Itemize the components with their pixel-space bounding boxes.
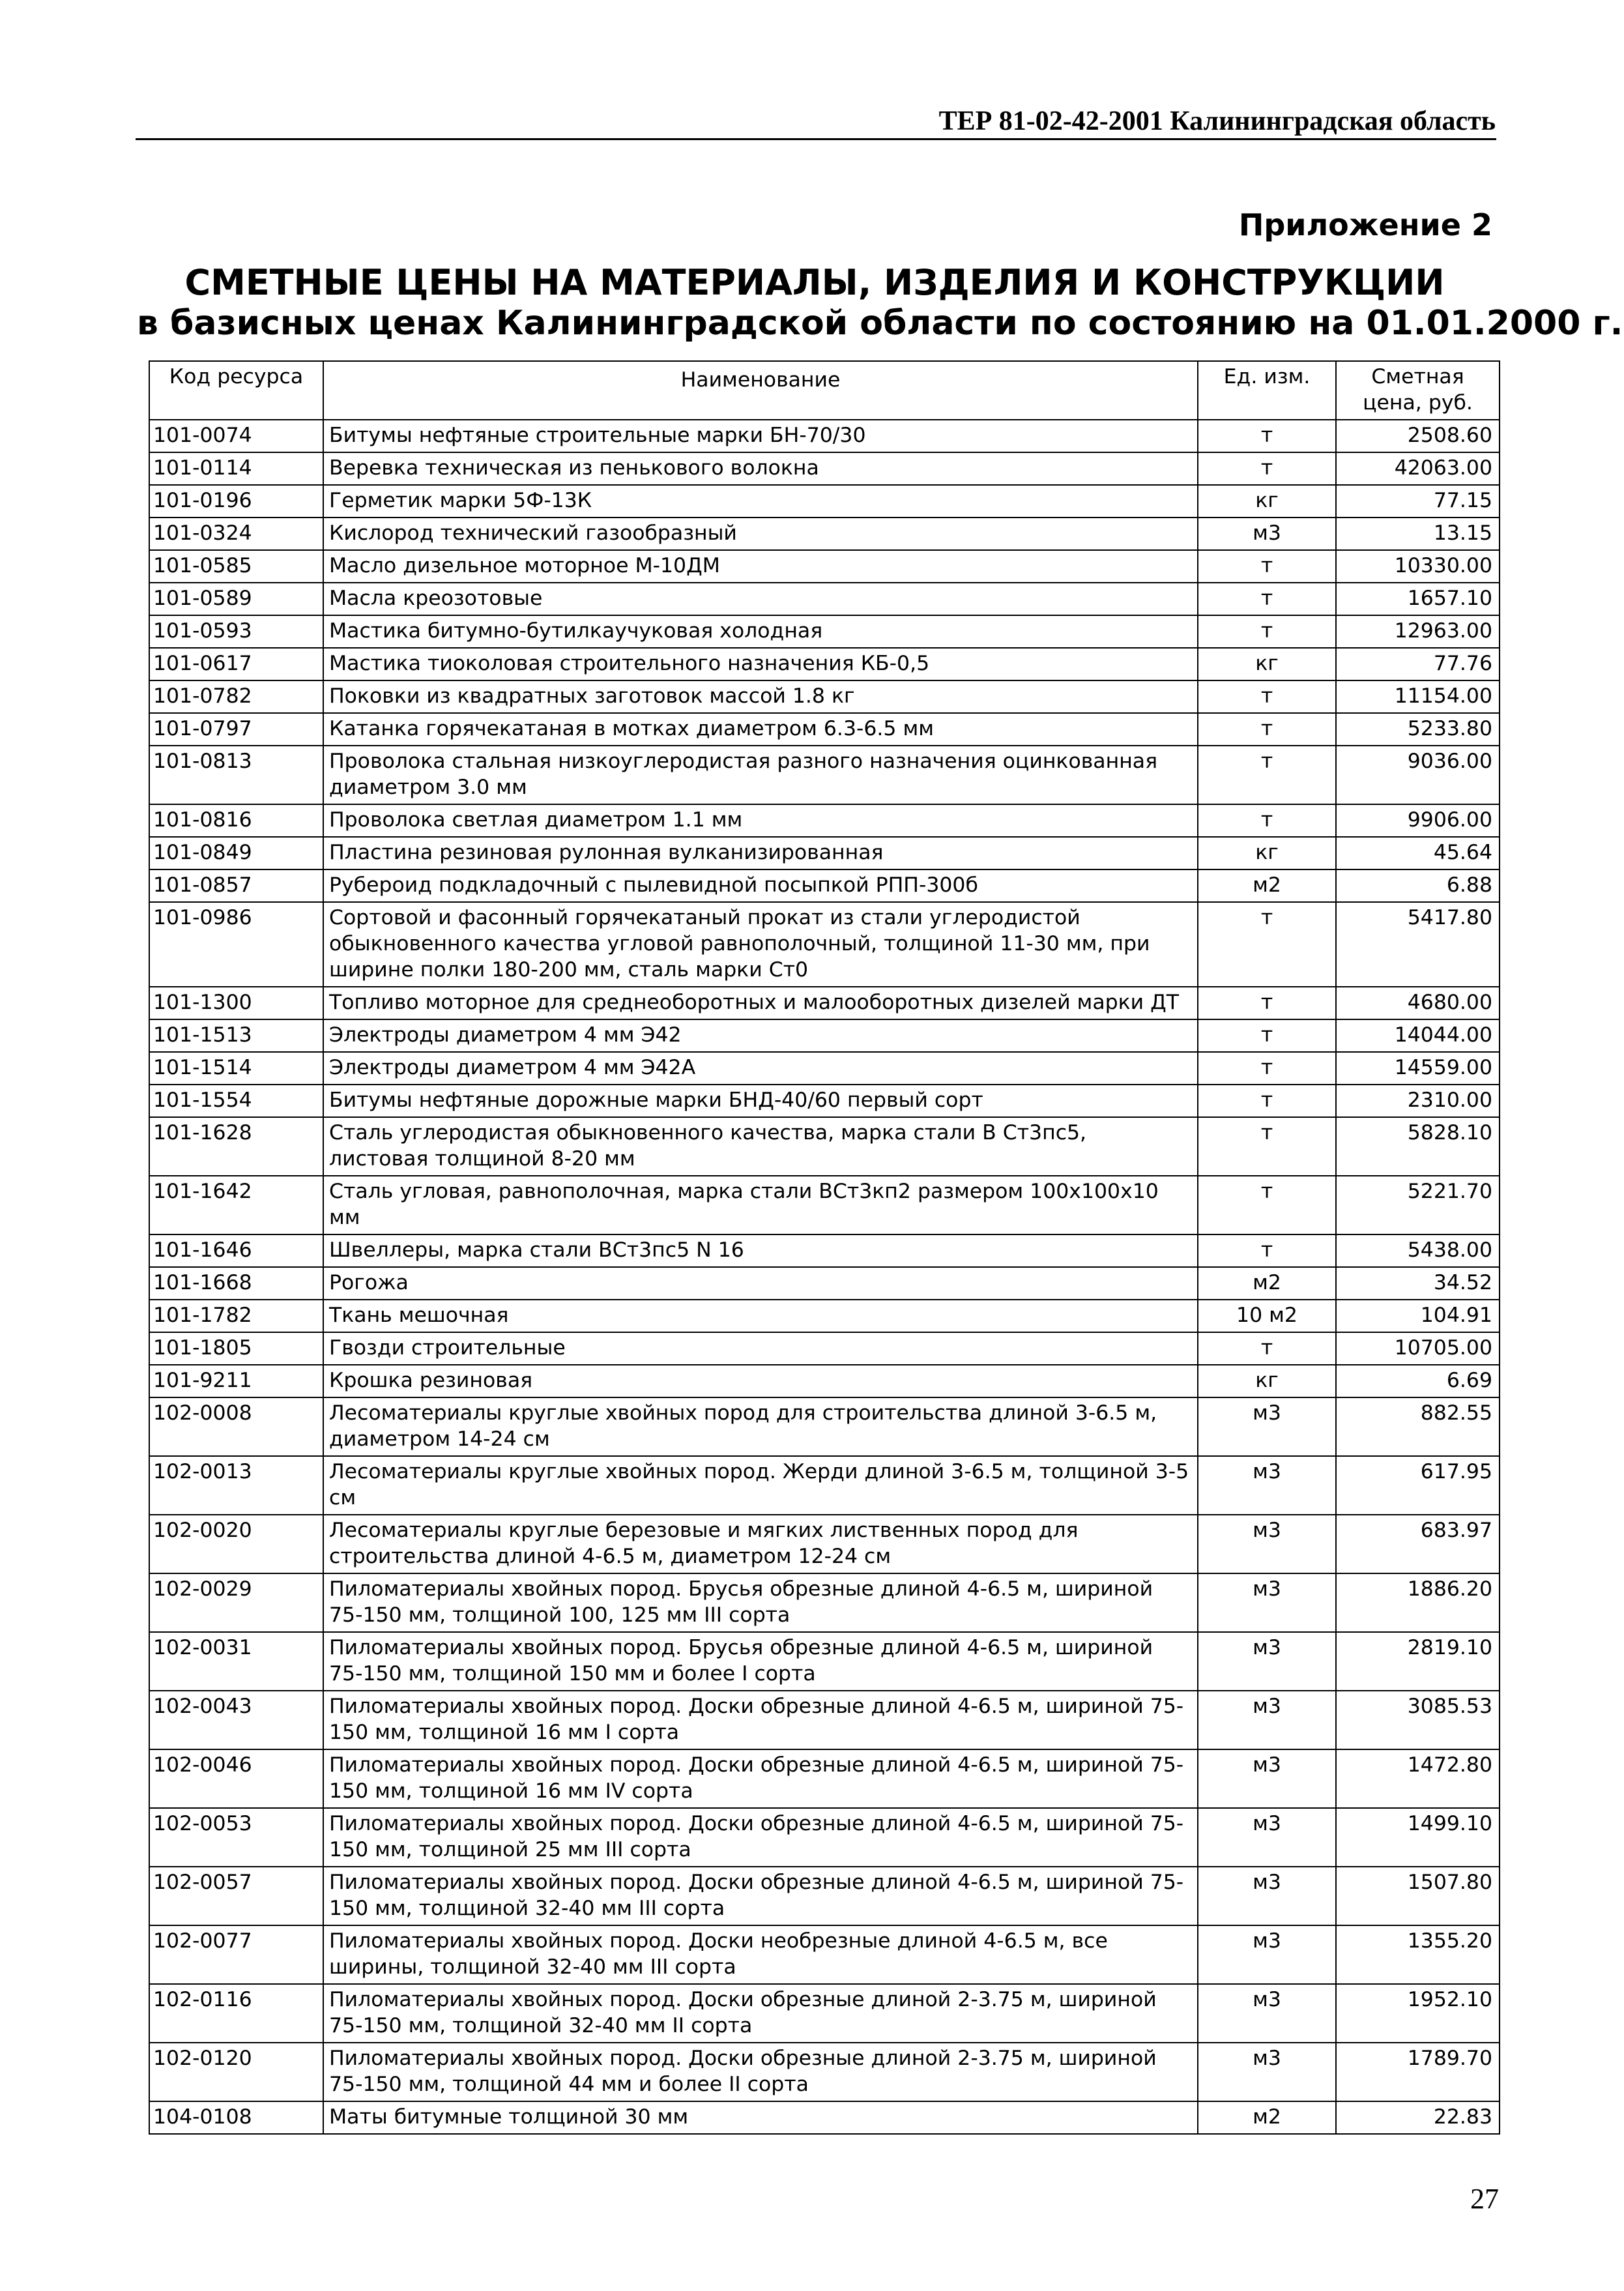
table-row	[149, 1691, 1500, 1749]
price: 2310.00	[1336, 1085, 1500, 1117]
price: 14559.00	[1336, 1052, 1500, 1085]
table-row	[149, 837, 1500, 869]
table-row	[149, 902, 1500, 987]
page-title: СМЕТНЫЕ ЦЕНЫ НА МАТЕРИАЛЫ, ИЗДЕЛИЯ И КОНСТРУКЦИИ	[184, 262, 1445, 303]
resource-name: Рогожа	[323, 1267, 1198, 1300]
header-price	[1336, 361, 1500, 420]
unit: 10 м2	[1198, 1300, 1336, 1332]
price: 683.97	[1336, 1515, 1500, 1573]
price: 6.88	[1336, 869, 1500, 902]
resource-code: 101-0074	[149, 420, 323, 452]
resource-name: Пиломатериалы хвойных пород. Доски необрезные длиной 4-6.5 м, все ширины, толщиной 32-40 мм III сорта	[323, 1925, 1198, 1984]
resource-code: 101-1513	[149, 1019, 323, 1052]
unit: м3	[1198, 1632, 1336, 1691]
unit: т	[1198, 420, 1336, 452]
price: 1789.70	[1336, 2043, 1500, 2101]
table-row	[149, 1234, 1500, 1267]
price: 5828.10	[1336, 1117, 1500, 1176]
unit: т	[1198, 615, 1336, 648]
resource-name: Сталь углеродистая обыкновенного качества, марка стали В Ст3пс5, листовая толщиной 8-20 мм	[323, 1117, 1198, 1176]
header-code: Код ресурса	[149, 361, 323, 420]
price: 5233.80	[1336, 713, 1500, 746]
table-row	[149, 713, 1500, 746]
table-row	[149, 804, 1500, 837]
page-subtitle: в базисных ценах Калининградской области по состоянию на 01.01.2000 г.	[137, 304, 1623, 343]
unit: м3	[1198, 1984, 1336, 2043]
unit: т	[1198, 1085, 1336, 1117]
resource-code: 101-0114	[149, 452, 323, 485]
price: 1499.10	[1336, 1808, 1500, 1867]
table-row	[149, 1925, 1500, 1984]
resource-code: 101-9211	[149, 1365, 323, 1397]
resource-name: Лесоматериалы круглые хвойных пород. Жерди длиной 3-6.5 м, толщиной 3-5 см	[323, 1456, 1198, 1515]
price: 45.64	[1336, 837, 1500, 869]
price: 1886.20	[1336, 1573, 1500, 1632]
price: 1507.80	[1336, 1867, 1500, 1925]
resource-code: 102-0077	[149, 1925, 323, 1984]
table-row	[149, 550, 1500, 583]
price: 11154.00	[1336, 680, 1500, 713]
resource-name: Мастика тиоколовая строительного назначения КБ-0,5	[323, 648, 1198, 680]
resource-code: 102-0029	[149, 1573, 323, 1632]
resource-name: Битумы нефтяные дорожные марки БНД-40/60 первый сорт	[323, 1085, 1198, 1117]
resource-code: 101-1628	[149, 1117, 323, 1176]
resource-code: 101-1514	[149, 1052, 323, 1085]
resource-name: Маты битумные толщиной 30 мм	[323, 2101, 1198, 2134]
table-row	[149, 1515, 1500, 1573]
resource-code: 101-0857	[149, 869, 323, 902]
resource-code: 101-1805	[149, 1332, 323, 1365]
resource-name: Пиломатериалы хвойных пород. Доски обрезные длиной 2-3.75 м, шириной 75-150 мм, толщиной 32-40 мм II сорта	[323, 1984, 1198, 2043]
unit: т	[1198, 1234, 1336, 1267]
resource-name: Гвозди строительные	[323, 1332, 1198, 1365]
resource-name: Пиломатериалы хвойных пород. Доски обрезные длиной 4-6.5 м, шириной 75-150 мм, толщиной 16 мм I сорта	[323, 1691, 1198, 1749]
resource-name: Масла креозотовые	[323, 583, 1198, 615]
resource-code: 101-1782	[149, 1300, 323, 1332]
resource-name: Сортовой и фасонный горячекатаный прокат из стали углеродистой обыкновенного качества угловой равнополочный, толщиной 11-30 мм, при ширине полки 180-200 мм, сталь марки Ст0	[323, 902, 1198, 987]
resource-code: 102-0020	[149, 1515, 323, 1573]
unit: т	[1198, 452, 1336, 485]
table-row	[149, 746, 1500, 804]
price: 34.52	[1336, 1267, 1500, 1300]
unit: т	[1198, 680, 1336, 713]
resource-name: Проволока стальная низкоуглеродистая разного назначения оцинкованная диаметром 3.0 мм	[323, 746, 1198, 804]
table-row	[149, 648, 1500, 680]
table-row	[149, 485, 1500, 518]
resource-name: Пиломатериалы хвойных пород. Брусья обрезные длиной 4-6.5 м, шириной 75-150 мм, толщиной 150 мм и более I сорта	[323, 1632, 1198, 1691]
resource-code: 102-0008	[149, 1397, 323, 1456]
resource-code: 101-1554	[149, 1085, 323, 1117]
table-row	[149, 615, 1500, 648]
table-row	[149, 1085, 1500, 1117]
resource-name: Проволока светлая диаметром 1.1 мм	[323, 804, 1198, 837]
price: 617.95	[1336, 1456, 1500, 1515]
resource-code: 101-0813	[149, 746, 323, 804]
unit: т	[1198, 1117, 1336, 1176]
resource-name: Кислород технический газообразный	[323, 518, 1198, 550]
price: 5438.00	[1336, 1234, 1500, 1267]
resource-name: Швеллеры, марка стали ВСт3пс5 N 16	[323, 1234, 1198, 1267]
resource-code: 101-1300	[149, 987, 323, 1019]
unit: м2	[1198, 1267, 1336, 1300]
unit: т	[1198, 583, 1336, 615]
unit: м3	[1198, 1515, 1336, 1573]
resource-name: Пластина резиновая рулонная вулканизированная	[323, 837, 1198, 869]
resource-name: Лесоматериалы круглые хвойных пород для строительства длиной 3-6.5 м, диаметром 14-24 см	[323, 1397, 1198, 1456]
price: 1472.80	[1336, 1749, 1500, 1808]
unit: кг	[1198, 648, 1336, 680]
table-row	[149, 1984, 1500, 2043]
price: 3085.53	[1336, 1691, 1500, 1749]
header-price-line2: цена, руб.	[1363, 391, 1473, 415]
table-row	[149, 1808, 1500, 1867]
resource-code: 101-0589	[149, 583, 323, 615]
unit: т	[1198, 550, 1336, 583]
price: 42063.00	[1336, 452, 1500, 485]
price: 10705.00	[1336, 1332, 1500, 1365]
table-row	[149, 1456, 1500, 1515]
table-row	[149, 420, 1500, 452]
table-row	[149, 583, 1500, 615]
resource-name: Пиломатериалы хвойных пород. Доски обрезные длиной 4-6.5 м, шириной 75-150 мм, толщиной 25 мм III сорта	[323, 1808, 1198, 1867]
resource-code: 102-0057	[149, 1867, 323, 1925]
resource-code: 101-0324	[149, 518, 323, 550]
header-price-line1: Сметная	[1371, 365, 1464, 388]
unit: м3	[1198, 1456, 1336, 1515]
price: 10330.00	[1336, 550, 1500, 583]
table-row	[149, 987, 1500, 1019]
unit: т	[1198, 987, 1336, 1019]
resource-name: Лесоматериалы круглые березовые и мягких лиственных пород для строительства длиной 4-6.5 м, диаметром 12-24 см	[323, 1515, 1198, 1573]
unit: м3	[1198, 1749, 1336, 1808]
header-rule	[136, 138, 1496, 140]
unit: кг	[1198, 837, 1336, 869]
price: 12963.00	[1336, 615, 1500, 648]
price: 2819.10	[1336, 1632, 1500, 1691]
resource-code: 102-0116	[149, 1984, 323, 2043]
price: 14044.00	[1336, 1019, 1500, 1052]
resource-code: 101-0617	[149, 648, 323, 680]
unit: м2	[1198, 2101, 1336, 2134]
resource-name: Мастика битумно-бутилкаучуковая холодная	[323, 615, 1198, 648]
resource-code: 101-0816	[149, 804, 323, 837]
price: 104.91	[1336, 1300, 1500, 1332]
price: 1952.10	[1336, 1984, 1500, 2043]
table-row	[149, 1749, 1500, 1808]
unit: т	[1198, 1176, 1336, 1234]
resource-code: 102-0120	[149, 2043, 323, 2101]
unit: т	[1198, 713, 1336, 746]
unit: т	[1198, 746, 1336, 804]
resource-code: 101-0585	[149, 550, 323, 583]
unit: т	[1198, 1052, 1336, 1085]
unit: м3	[1198, 1867, 1336, 1925]
unit: м3	[1198, 2043, 1336, 2101]
resource-name: Ткань мешочная	[323, 1300, 1198, 1332]
price: 882.55	[1336, 1397, 1500, 1456]
table-row	[149, 1867, 1500, 1925]
resource-name: Герметик марки 5Ф-13К	[323, 485, 1198, 518]
unit: кг	[1198, 485, 1336, 518]
table-row	[149, 869, 1500, 902]
resource-name: Битумы нефтяные строительные марки БН-70/30	[323, 420, 1198, 452]
document-header-title: ТЕР 81-02-42-2001 Калининградская область	[938, 106, 1496, 136]
table-row	[149, 1397, 1500, 1456]
resource-code: 101-1642	[149, 1176, 323, 1234]
resource-name: Пиломатериалы хвойных пород. Доски обрезные длиной 4-6.5 м, шириной 75-150 мм, толщиной 16 мм IV сорта	[323, 1749, 1198, 1808]
unit: т	[1198, 1019, 1336, 1052]
unit: кг	[1198, 1365, 1336, 1397]
table-row	[149, 1176, 1500, 1234]
table-body	[149, 420, 1500, 2134]
resource-code: 101-0986	[149, 902, 323, 987]
table-row	[149, 1300, 1500, 1332]
price: 2508.60	[1336, 420, 1500, 452]
resource-name: Крошка резиновая	[323, 1365, 1198, 1397]
table-row	[149, 1365, 1500, 1397]
resource-name: Пиломатериалы хвойных пород. Доски обрезные длиной 4-6.5 м, шириной 75-150 мм, толщиной 32-40 мм III сорта	[323, 1867, 1198, 1925]
price: 6.69	[1336, 1365, 1500, 1397]
resource-code: 102-0053	[149, 1808, 323, 1867]
unit: т	[1198, 1332, 1336, 1365]
resource-code: 101-0797	[149, 713, 323, 746]
price: 5221.70	[1336, 1176, 1500, 1234]
unit: м3	[1198, 518, 1336, 550]
resource-code: 101-0196	[149, 485, 323, 518]
unit: т	[1198, 804, 1336, 837]
header-name: Наименование	[323, 361, 1198, 420]
unit: т	[1198, 902, 1336, 987]
price: 4680.00	[1336, 987, 1500, 1019]
table-row	[149, 1332, 1500, 1365]
price: 13.15	[1336, 518, 1500, 550]
resource-code: 101-0593	[149, 615, 323, 648]
page-number: 27	[1470, 2183, 1499, 2215]
resource-code: 102-0046	[149, 1749, 323, 1808]
resource-code: 104-0108	[149, 2101, 323, 2134]
unit: м3	[1198, 1808, 1336, 1867]
resource-code: 101-1668	[149, 1267, 323, 1300]
price: 1657.10	[1336, 583, 1500, 615]
unit: м3	[1198, 1925, 1336, 1984]
price: 77.15	[1336, 485, 1500, 518]
table-row	[149, 2101, 1500, 2134]
resource-code: 101-0849	[149, 837, 323, 869]
table-row	[149, 1052, 1500, 1085]
resource-name: Масло дизельное моторное М-10ДМ	[323, 550, 1198, 583]
resource-code: 102-0031	[149, 1632, 323, 1691]
resource-name: Рубероид подкладочный с пылевидной посыпкой РПП-300б	[323, 869, 1198, 902]
table-row	[149, 2043, 1500, 2101]
table-row	[149, 1019, 1500, 1052]
appendix-label: Приложение 2	[1238, 207, 1492, 242]
resource-code: 102-0043	[149, 1691, 323, 1749]
table-row	[149, 518, 1500, 550]
table-row	[149, 680, 1500, 713]
resource-name: Пиломатериалы хвойных пород. Доски обрезные длиной 2-3.75 м, шириной 75-150 мм, толщиной 44 мм и более II сорта	[323, 2043, 1198, 2101]
resource-name: Поковки из квадратных заготовок массой 1.8 кг	[323, 680, 1198, 713]
resource-name: Электроды диаметром 4 мм Э42А	[323, 1052, 1198, 1085]
header-unit: Ед. изм.	[1198, 361, 1336, 420]
resource-name: Электроды диаметром 4 мм Э42	[323, 1019, 1198, 1052]
resource-name: Веревка техническая из пенькового волокна	[323, 452, 1198, 485]
unit: м3	[1198, 1573, 1336, 1632]
table-row	[149, 1573, 1500, 1632]
table-row	[149, 1267, 1500, 1300]
price: 77.76	[1336, 648, 1500, 680]
unit: м3	[1198, 1691, 1336, 1749]
resource-name: Сталь угловая, равнополочная, марка стали ВСт3кп2 размером 100х100х10 мм	[323, 1176, 1198, 1234]
table-header-row	[149, 361, 1500, 420]
resource-code: 101-0782	[149, 680, 323, 713]
resource-code: 102-0013	[149, 1456, 323, 1515]
table-row	[149, 1117, 1500, 1176]
price-table	[149, 360, 1500, 2135]
resource-code: 101-1646	[149, 1234, 323, 1267]
price: 9906.00	[1336, 804, 1500, 837]
table-row	[149, 452, 1500, 485]
resource-name: Катанка горячекатаная в мотках диаметром 6.3-6.5 мм	[323, 713, 1198, 746]
price: 22.83	[1336, 2101, 1500, 2134]
price: 1355.20	[1336, 1925, 1500, 1984]
resource-name: Пиломатериалы хвойных пород. Брусья обрезные длиной 4-6.5 м, шириной 75-150 мм, толщиной 100, 125 мм III сорта	[323, 1573, 1198, 1632]
price: 5417.80	[1336, 902, 1500, 987]
price: 9036.00	[1336, 746, 1500, 804]
resource-name: Топливо моторное для среднеоборотных и малооборотных дизелей марки ДТ	[323, 987, 1198, 1019]
unit: м3	[1198, 1397, 1336, 1456]
table-row	[149, 1632, 1500, 1691]
unit: м2	[1198, 869, 1336, 902]
